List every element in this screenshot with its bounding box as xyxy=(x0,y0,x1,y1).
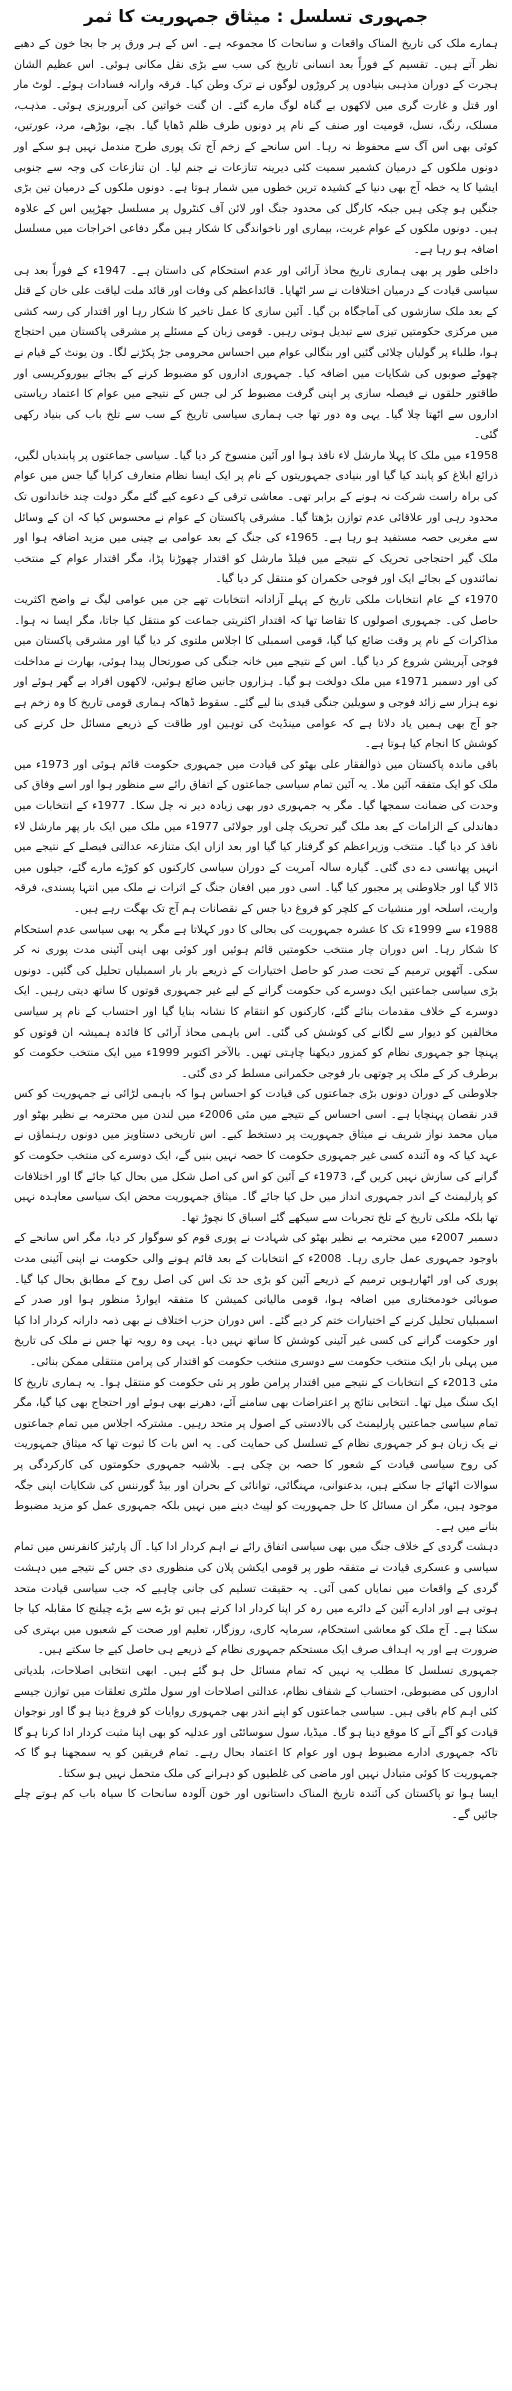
article-paragraph: ایسا ہوا تو پاکستان کی آئندہ تاریخ المناک داستانوں اور خون آلودہ سانحات کا سیاہ باب کم ہوتے چلے جائیں گے۔ xyxy=(14,1787,498,1822)
article-paragraph: داخلی طور پر بھی ہماری تاریخ محاذ آرائی اور عدم استحکام کی داستان ہے۔ 1947ء کے فوراً بعد ہی سیاسی قیادت کے درمیان اختلافات نے سر اٹھایا۔ قائداعظم کی وفات اور قائد ملت لیاقت علی خان کے قتل کے بعد ملک سازشوں کی آماجگاہ بن گیا۔ آئین سازی کا عمل تاخیر کا شکار رہا اور اقتدار کی رسہ کشی میں مرکزی حکومتیں تیزی سے تبدیل ہوتی رہیں۔ قومی زبان کے مسئلے پر مشرقی پاکستان میں احتجاج ہوا، طلباء پر گولیاں چلائی گئیں اور بنگالی عوام میں احساس محرومی جڑ پکڑنے لگا۔ ون یونٹ کے قیام نے چھوٹے صوبوں کی شکایات میں اضافہ کیا۔ جمہوری اداروں کو مضبوط کرنے کے بجائے بیوروکریسی اور طاقتور حلقوں نے فیصلہ سازی پر اپنی گرفت مضبوط کر لی جس کے نتیجے میں عوام کا اعتماد ریاستی اداروں سے اٹھتا چلا گیا۔ یہی وہ دور تھا جب ہماری سیاسی تاریخ کے سب سے تلخ باب کی بنیاد رکھی گئی۔ xyxy=(14,263,498,442)
article-paragraph: مئی 2013ء کے انتخابات کے نتیجے میں اقتدار پرامن طور پر نئی حکومت کو منتقل ہوا۔ یہ ہماری تاریخ کا ایک سنگ میل تھا۔ انتخابی نتائج پر اعتراضات بھی سامنے آئے، دھرنے بھی ہوئے اور احتجاج بھی کیا گیا، مگر تمام سیاسی جماعتیں پارلیمنٹ کی بالادستی کے اصول پر متحد رہیں۔ مشترکہ اجلاس میں تمام جماعتوں نے یک زبان ہو کر جمہوری نظام کے تسلسل کی حمایت کی۔ یہ اس بات کا ثبوت تھا کہ میثاق جمہوریت کی روح سیاسی قیادت کے شعور کا حصہ بن چکی ہے۔ بلاشبہ جمہوری حکومتوں کی کارکردگی پر سوالات اٹھائے جا سکتے ہیں، بدعنوانی، مہنگائی، توانائی کے بحران اور بیڈ گورننس کی شکایات اپنی جگہ موجود ہیں، مگر ان مسائل کا حل جمہوریت کو لپیٹ دینے میں نہیں بلکہ جمہوری عمل کو مزید مضبوط بنانے میں ہے۔ xyxy=(14,1375,498,1533)
article-paragraph: 1970ء کے عام انتخابات ملکی تاریخ کے پہلے آزادانہ انتخابات تھے جن میں عوامی لیگ نے واضح اکثریت حاصل کی۔ جمہوری اصولوں کا تقاضا تھا کہ اقتدار اکثریتی جماعت کو منتقل کیا جاتا، مگر ایسا نہ ہوا۔ مذاکرات کے نام پر وقت ضائع کیا گیا، قومی اسمبلی کا اجلاس ملتوی کر دیا گیا اور مشرقی پاکستان میں فوجی آپریشن شروع کر دیا گیا۔ اس کے نتیجے میں خانہ جنگی کی صورتحال پیدا ہوئی، بھارت نے مداخلت کی اور دسمبر 1971ء میں ملک دولخت ہو گیا۔ ہزاروں جانیں ضائع ہوئیں، لاکھوں افراد بے گھر ہوئے اور نوے ہزار سے زائد فوجی و سویلین جنگی قیدی بنا لیے گئے۔ سقوط ڈھاکہ ہماری قومی تاریخ کا وہ زخم ہے جو آج بھی ہمیں یاد دلاتا ہے کہ عوامی مینڈیٹ کی توہین اور طاقت کے ذریعے مسائل حل کرنے کی کوشش کا انجام کیا ہوتا ہے۔ xyxy=(13,593,498,751)
article-paragraph: دسمبر 2007ء میں محترمہ بے نظیر بھٹو کی شہادت نے پوری قوم کو سوگوار کر دیا، مگر اس سانحے کے باوجود جمہوری عمل جاری رہا۔ 2008ء کے انتخابات کے بعد قائم ہونے والی حکومت نے اپنی آئینی مدت پوری کی اور اٹھارہویں ترمیم کے ذریعے آئین کو بڑی حد تک اس کی اصل روح کے مطابق بحال کیا گیا۔ صوبائی خودمختاری میں اضافہ ہوا، قومی مالیاتی کمیشن کا متفقہ ایوارڈ منظور ہوا اور صدر کے اسمبلیاں تحلیل کرنے کے اختیارات ختم کر دیے گئے۔ اس دوران حزب اختلاف نے بھی ذمہ دارانہ کردار ادا کیا اور حکومت گرانے کی کسی غیر آئینی کوشش کا ساتھ نہیں دیا۔ یہی وہ رویہ تھا جس نے ملک کی تاریخ میں پہلی بار ایک منتخب حکومت سے دوسری منتخب حکومت کو اقتدار کی پرامن منتقلی ممکن بنائی۔ xyxy=(14,1231,498,1368)
article-paragraph: باقی ماندہ پاکستان میں ذوالفقار علی بھٹو کی قیادت میں جمہوری حکومت قائم ہوئی اور 1973ء میں ملک کو ایک متفقہ آئین ملا۔ یہ آئین تمام سیاسی جماعتوں کے اتفاق رائے سے منظور ہوا اور اسے وفاق کی وحدت کی ضمانت سمجھا گیا۔ مگر یہ جمہوری دور بھی زیادہ دیر نہ چل سکا۔ 1977ء کے انتخابات میں دھاندلی کے الزامات کے بعد ملک گیر تحریک چلی اور جولائی 1977ء میں ملک میں ایک بار پھر مارشل لاء نافذ کر دیا گیا۔ منتخب وزیراعظم کو گرفتار کیا گیا اور بعد ازاں ایک متنازعہ عدالتی فیصلے کے نتیجے میں انہیں پھانسی دے دی گئی۔ گیارہ سالہ آمریت کے دوران سیاسی کارکنوں کو کوڑے مارے گئے، جیلوں میں ڈالا گیا اور جلاوطنی پر مجبور کیا گیا۔ اسی دور میں افغان جنگ کے اثرات نے ملک میں انتہا پسندی، فرقہ واریت، اسلحہ اور منشیات کے کلچر کو فروغ دیا جس کے نقصانات ہم آج تک بھگت رہے ہیں۔ xyxy=(14,757,499,915)
article-paragraph: 1988ء سے 1999ء تک کا عشرہ جمہوریت کی بحالی کا دور کہلاتا ہے مگر یہ بھی سیاسی عدم استحکام کا شکار رہا۔ اس دوران چار منتخب حکومتیں قائم ہوئیں اور کوئی بھی اپنی آئینی مدت پوری نہ کر سکی۔ آٹھویں ترمیم کے تحت صدر کو حاصل اختیارات کے ذریعے بار بار اسمبلیاں تحلیل کی گئیں۔ دونوں بڑی سیاسی جماعتیں ایک دوسرے کی حکومت گرانے کے لیے غیر جمہوری قوتوں کا ساتھ دیتی رہیں۔ ایک دوسرے کے خلاف مقدمات بنائے گئے، کارکنوں کو انتقام کا نشانہ بنایا گیا اور احتساب کے نام پر سیاسی مخالفین کو دیوار سے لگانے کی کوشش کی گئی۔ اس باہمی محاذ آرائی کا فائدہ ہمیشہ ان قوتوں کو پہنچا جو جمہوری نظام کو کمزور دیکھنا چاہتی تھیں۔ بالآخر اکتوبر 1999ء میں ایک منتخب حکومت کو برطرف کر کے ملک پر چوتھی بار فوجی حکمرانی مسلط کر دی گئی۔ xyxy=(14,922,499,1080)
article-paragraph: ہمارے ملک کی تاریخ المناک واقعات و سانحات کا مجموعہ ہے۔ اس کے ہر ورق پر جا بجا خون کے دھبے نظر آتے ہیں۔ تقسیم کے فوراً بعد انسانی تاریخ کی سب سے بڑی نقل مکانی ہوئی۔ اس عظیم الشان ہجرت کے دوران مذہبی بنیادوں پر کروڑوں لوگوں نے ترک وطن کیا۔ فرقہ وارانہ فسادات ہوئے۔ لوٹ مار اور قتل و غارت گری میں لاکھوں بے گناہ لوگ مارے گئے۔ ان گنت خواتین کی آبروریزی ہوئی۔ مذہب، مسلک، رنگ، نسل، قومیت اور صنف کے نام پر دونوں طرف ظلم ڈھایا گیا۔ بچے، بوڑھے، مرد، عورتیں، کوئی بھی اس آگ سے محفوظ نہ رہا۔ اس سانحے کے زخم آج تک پوری طرح مندمل نہیں ہو سکے اور دونوں ملکوں کے درمیان کشمیر سمیت کئی دیرینہ تنازعات نے جنم لیا۔ ان تنازعات کی وجہ سے جنوبی ایشیا کا یہ خطہ آج بھی دنیا کے کشیدہ ترین خطوں میں شمار ہوتا ہے۔ دونوں ملکوں کے درمیان تین بڑی جنگیں ہو چکی ہیں جبکہ کارگل کی محدود جنگ اور لائن آف کنٹرول پر مسلسل جھڑپیں اس کے علاوہ ہیں۔ دونوں ملکوں کے عوام غربت، بیماری اور ناخواندگی کا شکار ہیں مگر دفاعی اخراجات میں مسلسل اضافہ ہو رہا ہے۔ xyxy=(14,37,498,256)
article-paragraph: 1958ء میں ملک کا پہلا مارشل لاء نافذ ہوا اور آئین منسوخ کر دیا گیا۔ سیاسی جماعتوں پر پابندیاں لگیں، ذرائع ابلاغ کو پابند کیا گیا اور بنیادی جمہوریتوں کے نام پر ایک ایسا نظام متعارف کرایا گیا جس میں عوام کی براہ راست شرکت نہ ہونے کے برابر تھی۔ معاشی ترقی کے دعوے کیے گئے مگر دولت چند خاندانوں تک محدود رہی اور علاقائی عدم توازن بڑھتا گیا۔ مشرقی پاکستان کے عوام نے محسوس کیا کہ ان کے وسائل سے مغربی حصہ مستفید ہو رہا ہے۔ 1965ء کی جنگ کے بعد عوامی بے چینی میں مزید اضافہ ہوا اور ملک گیر احتجاجی تحریک کے نتیجے میں فیلڈ مارشل کو اقتدار چھوڑنا پڑا، مگر اقتدار عوام کے منتخب نمائندوں کے بجائے ایک اور فوجی حکمران کو منتقل کر دیا گیا۔ xyxy=(14,448,498,586)
article-body xyxy=(14,34,498,1826)
article-paragraph: جمہوری تسلسل کا مطلب یہ نہیں کہ تمام مسائل حل ہو گئے ہیں۔ ابھی انتخابی اصلاحات، بلدیاتی اداروں کی مضبوطی، احتساب کے شفاف نظام، عدالتی اصلاحات اور سول ملٹری تعلقات میں توازن جیسے کئی اہم کام باقی ہیں۔ سیاسی جماعتوں کو اپنے اندر بھی جمہوری روایات کو فروغ دینا ہو گا اور نوجوان قیادت کو آگے آنے کا موقع دینا ہو گا۔ میڈیا، سول سوسائٹی اور عدلیہ کو بھی اپنا مثبت کردار ادا کرنا ہو گا تاکہ جمہوری ادارے مضبوط ہوں اور عوام کا اعتماد بحال رہے۔ تمام فریقین کو یہ سمجھنا ہو گا کہ جمہوریت کا کوئی متبادل نہیں اور ماضی کی غلطیوں کو دہرانے کی ملک متحمل نہیں ہو سکتا۔ xyxy=(14,1663,498,1780)
article-paragraph: دہشت گردی کے خلاف جنگ میں بھی سیاسی اتفاق رائے نے اہم کردار ادا کیا۔ آل پارٹیز کانفرنس میں تمام سیاسی و عسکری قیادت نے متفقہ طور پر قومی ایکشن پلان کی منظوری دی جس کے نتیجے میں دہشت گردی کے واقعات میں نمایاں کمی آئی۔ یہ حقیقت تسلیم کی جانی چاہیے کہ جب سیاسی قیادت متحد ہوتی ہے اور ادارے آئین کے دائرے میں رہ کر اپنا کردار ادا کرتے ہیں تو بڑے سے بڑے چیلنج کا مقابلہ کیا جا سکتا ہے۔ آج ملک کو معاشی استحکام، سرمایہ کاری، روزگار، تعلیم اور صحت کے شعبوں میں بہتری کی ضرورت ہے اور یہ اہداف صرف ایک مستحکم جمہوری نظام کے ذریعے ہی حاصل کیے جا سکتے ہیں۔ xyxy=(14,1540,498,1657)
article-headline: جمہوری تسلسل : میثاق جمہوریت کا ثمر xyxy=(83,7,429,27)
article-paragraph: جلاوطنی کے دوران دونوں بڑی جماعتوں کی قیادت کو احساس ہوا کہ باہمی لڑائی نے جمہوریت کو کس قدر نقصان پہنچایا ہے۔ اسی احساس کے نتیجے میں مئی 2006ء میں لندن میں محترمہ بے نظیر بھٹو اور میاں محمد نواز شریف نے میثاق جمہوریت پر دستخط کیے۔ اس تاریخی دستاویز میں دونوں رہنماؤں نے عہد کیا کہ وہ آئندہ کسی غیر جمہوری حکومت کا حصہ نہیں بنیں گے، ایک دوسرے کی منتخب حکومت کو گرانے کی سازش نہیں کریں گے، 1973ء کے آئین کو اس کی اصل شکل میں بحال کیا جائے گا اور اختلافات کو پارلیمنٹ کے اندر جمہوری انداز میں حل کیا جائے گا۔ میثاق جمہوریت محض ایک سیاسی معاہدہ نہیں تھا بلکہ ملکی تاریخ کے تلخ تجربات سے سیکھے گئے اسباق کا نچوڑ تھا۔ xyxy=(14,1087,498,1224)
